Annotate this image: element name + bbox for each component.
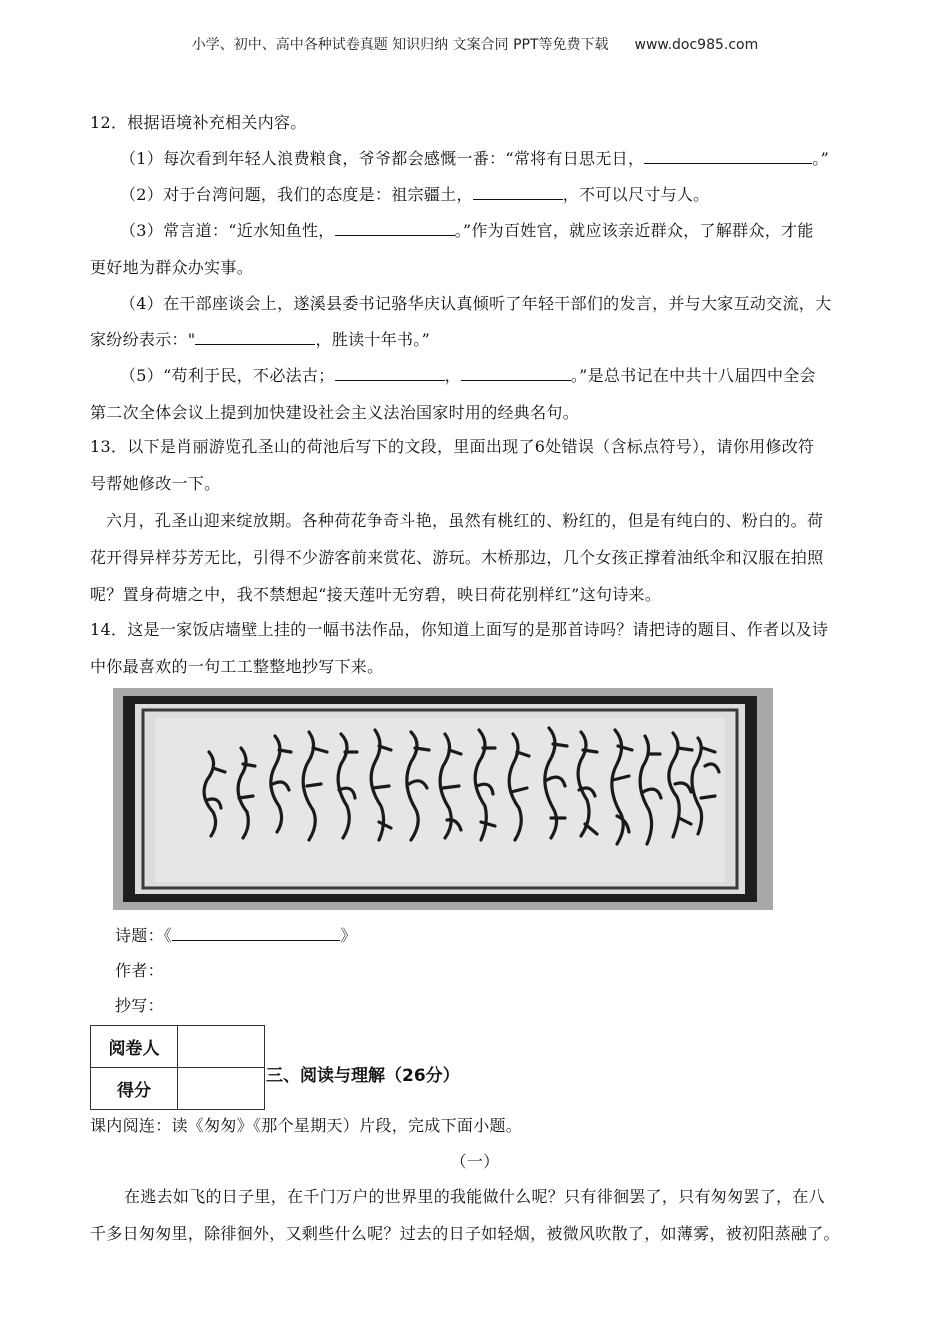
- poem-title-blank[interactable]: [172, 926, 340, 941]
- q14-line-2: 中你最喜欢的一句工工整整地抄写下来。: [90, 657, 384, 676]
- q12-item-1: [120, 149, 829, 169]
- poem-title-line: [115, 926, 357, 946]
- header-url[interactable]: www.doc985.com: [634, 37, 759, 53]
- header-text: 小学、初中、高中各种试卷真题 知识归纳 文案合同 PPT等免费下载: [191, 37, 609, 53]
- q12-item-2-end: ，不可以尺寸与人。: [562, 185, 710, 204]
- answer-blank[interactable]: [335, 221, 455, 236]
- q12-item-3-text: （3）常言道：“近水知鱼性，: [120, 221, 335, 240]
- q12-item-5-cont: 第二次全体会议上提到加快建设社会主义法治国家时用的经典名句。: [90, 403, 580, 422]
- q12-item-4-end: ，胜读十年书。”: [315, 330, 431, 349]
- section-3-heading: 三、阅读与理解（26分）: [266, 1066, 460, 1086]
- answer-blank[interactable]: [644, 149, 812, 164]
- poem-author-label: 作者：: [115, 961, 164, 980]
- q12-item-2-text: （2）对于台湾问题，我们的态度是：祖宗疆土，: [120, 185, 473, 204]
- reading-paragraph-1: 在逃去如飞的日子里，在千门万户的世界里的我能做什么呢？只有徘徊罢了，只有匆匆罢了，在八: [124, 1187, 825, 1206]
- calligraphy-image: [113, 688, 773, 910]
- section-3-intro: 课内阅连：读《匆匆》《那个星期天）片段，完成下面小题。: [90, 1116, 523, 1135]
- q12-item-3-cont: 更好地为群众办实事。: [90, 258, 254, 277]
- q13-paragraph-1: 六月，孔圣山迎来绽放期。各种荷花争奇斗艳，虽然有桃红的、粉红的，但是有纯白的、粉白的。荷: [106, 511, 824, 530]
- score-label: 得分: [91, 1068, 178, 1110]
- answer-blank[interactable]: [461, 366, 571, 381]
- q13-paragraph-2: 花开得异样芬芳无比，引得不少游客前来赏花、游玩。木桥那边，几个女孩正撑着油纸伞和汉服在拍照: [90, 548, 824, 567]
- answer-blank[interactable]: [473, 185, 563, 200]
- q12-item-4-cont: [90, 330, 430, 350]
- q12-item-4-text: 家纷纷表示：": [90, 330, 196, 349]
- q12-title: 12．根据语境补充相关内容。: [90, 113, 307, 132]
- q12-item-5-comma: ，: [444, 366, 461, 385]
- q12-item-5: [120, 366, 816, 386]
- q14-line-1: 14．这是一家饭店墙壁上挂的一幅书法作品，你知道上面写的是那首诗吗？请把诗的题目、作者以及诗: [90, 620, 829, 639]
- score-table: [90, 1025, 265, 1110]
- q12-item-2: [120, 185, 709, 205]
- q13-paragraph-3: 呢？置身荷塘之中，我不禁想起“接天莲叶无穷碧，映日荷花别样红”这句诗来。: [90, 585, 662, 604]
- q12-item-3: [120, 221, 814, 241]
- reviewer-cell[interactable]: [178, 1026, 265, 1068]
- part-one-label: （一）: [450, 1152, 500, 1171]
- q13-line-2: 号帮她修改一下。: [90, 474, 221, 493]
- q12-item-3-end: 。”作为百姓官，就应该亲近群众，了解群众，才能: [454, 221, 814, 240]
- poem-title-close: 》: [340, 926, 357, 945]
- reading-paragraph-2: 千多日匆匆里，除徘徊外，又剩些什么呢？过去的日子如轻烟，被微风吹散了，如薄雾，被初阳蒸融了。: [90, 1224, 840, 1243]
- reviewer-label: 阅卷人: [91, 1026, 178, 1068]
- score-cell[interactable]: [178, 1068, 265, 1110]
- poem-copy-label: 抄写：: [115, 996, 164, 1015]
- q13-line-1: 13．以下是肖丽游览孔圣山的荷池后写下的文段，里面出现了6处错误（含标点符号），请你用修改符: [90, 437, 815, 456]
- page-header: [0, 34, 950, 54]
- q12-item-4: （4）在干部座谈会上，遂溪县委书记骆华庆认真倾听了年轻干部们的发言，并与大家互动交流，大: [120, 294, 832, 313]
- calligraphy-artwork: [113, 688, 773, 910]
- answer-blank[interactable]: [195, 330, 315, 345]
- q12-item-1-text: （1）每次看到年轻人浪费粮食，爷爷都会感慨一番：“常将有日思无日，: [120, 149, 645, 168]
- answer-blank[interactable]: [335, 366, 445, 381]
- q12-item-1-end: 。”: [812, 149, 830, 168]
- q12-item-5-end: 。”是总书记在中共十八届四中全会: [570, 366, 816, 385]
- poem-title-label: 诗题：《: [115, 926, 173, 945]
- q12-item-5-text: （5）“苟利于民，不必法古；: [120, 366, 335, 385]
